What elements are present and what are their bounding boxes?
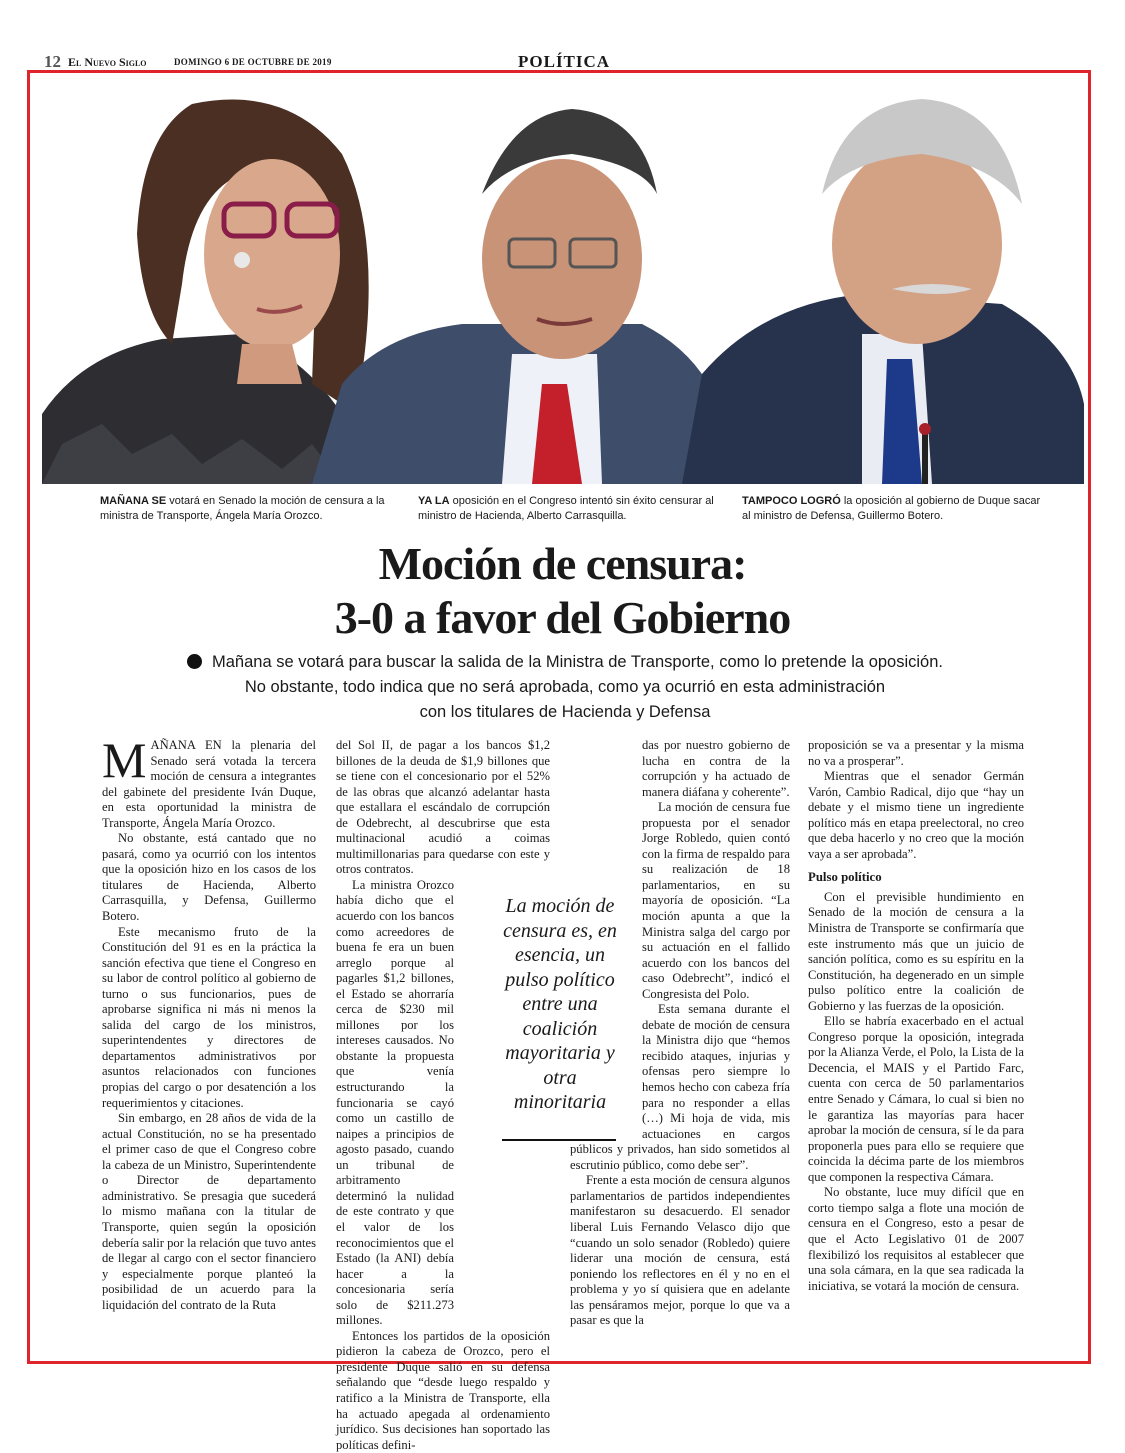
column-1 bbox=[102, 732, 316, 1350]
caption-2: YA LA oposición en el Congreso intentó sin éxito censurar al ministro de Hacienda, Alberto Carrasquilla. bbox=[418, 495, 714, 522]
paragraph: No obstante, está cantado que no pasará, como ya ocurrió con los intentos que la oposición hizo en los casos de los titulares de Hacienda, Alberto Carrasquilla, y Defensa, Guillermo Botero. bbox=[102, 831, 316, 924]
section-title: POLÍTICA bbox=[518, 52, 611, 71]
paragraph: das por nuestro gobierno de lucha en contra de la corrupción y ha actuado de manera diáfana y coherente”. bbox=[642, 738, 790, 799]
paragraph: No obstante, luce muy difícil que en corto tiempo salga a flote una moción de censura en el Congreso, esto a pesar de que el Acto Legislativo 01 de 2007 flexibilizó los requisitos al establecer que una sola cámara, en la que sea radicada la iniciativa, se votará la moción de censura. bbox=[808, 1185, 1024, 1293]
headline-line-1: Moción de censura: bbox=[378, 538, 747, 589]
newspaper-name: El Nuevo Siglo bbox=[68, 55, 147, 69]
paragraph: La moción de censura fue propuesta por el senador Jorge Robledo, quien contó con la firma de respaldo para su realización de 18 parlamentarios, en su mayoría de oposición. “La moción apunta a que la Ministra salga del cargo por su actuación en el fallido acuerdo con los bancos del caso Odebrecht”, indicó el Congresista del Polo. bbox=[642, 800, 790, 1001]
caption-1: MAÑANA SE votará en Senado la moción de censura a la ministra de Transporte, Ángela María Orozco. bbox=[100, 495, 385, 522]
subhead: Pulso político bbox=[808, 870, 882, 885]
headline-line-2: 3-0 a favor del Gobierno bbox=[334, 592, 791, 643]
photo-strip bbox=[42, 84, 1084, 484]
paragraph: Ello se habría exacerbado en el actual Congreso porque la oposición, integrada por la Alianza Verde, el Polo, la Lista de la Decencia, el MAIS y el Partido Farc, cuenta con cerca de 50 parlamentarios entre Senado y Cámara, lo cual si bien no le garantiza las mayorías para hacer aprobar la moción de censura, sí le da para proponerla pues para ello se requiere que coincida la décima parte de los miembros que componen la respectiva Cámara. bbox=[808, 1014, 1024, 1184]
paragraph: Entonces los partidos de la oposición pidieron la cabeza de Orozco, pero el presidente Duque salió en su defensa señalando que “desde luego respaldo y ratifico a la Ministra de Transporte, ella ha actuado apegada al ordenamiento jurídico. Sus decisiones han soportado las políticas defini- bbox=[336, 1328, 550, 1452]
column-4 bbox=[808, 738, 1024, 1350]
paragraph: Frente a esta moción de censura algunos parlamentarios de partidos independientes manifestaron su desacuerdo. El senador liberal Luis Fernando Velasco dijo que “cuando un solo senador (Robledo) quiere liderar una moción de censura, está poniendo los reflectores en él y no en el problema y yo sí quisiera que en adelante las pensáramos mejor, porque lo que va a pasar es que la bbox=[570, 1173, 790, 1328]
bullet-icon bbox=[187, 654, 202, 669]
caption-3: TAMPOCO LOGRÓ la oposición al gobierno de Duque sacar al ministro de Defensa, Guillermo Botero. bbox=[742, 495, 1041, 522]
paragraph: MAÑANA EN la plenaria del Senado será votada la tercera moción de censura a integrantes del gabinete del presidente Iván Duque, en esta oportunidad la ministra de Transporte, Ángela María Orozco. bbox=[102, 732, 316, 830]
paragraph: Sin embargo, en 28 años de vida de la actual Constitución, no se ha presentado el primer caso de que el Congreso cobre la cabeza de un Ministro, Superintendente o Director de departamento administrativo. Se presagia que sucederá lo mismo mañana con la titular de Transporte, quien según la oposición debería salir por la relación que tuvo antes de llegar al cargo con el sector financiero y especialmente porque planteó la posibilidad de un acuerdo para la liquidación del contrato de la Ruta bbox=[102, 1111, 316, 1312]
issue-date: DOMINGO 6 DE OCTUBRE DE 2019 bbox=[174, 57, 332, 67]
paragraph: Este mecanismo fruto de la Constitución del 91 es en la práctica la sanción efectiva que tiene el Congreso en su labor de control político al gobierno de turno o sus funcionarios, pues de aprobarse significa ni más ni menos la salida del cargo de los ministros, superintendentes y directores de departamentos administrativos por asuntos relacionados con funciones propias del cargo o por desatención a los requerimientos y citaciones. bbox=[102, 924, 316, 1110]
page-header bbox=[44, 52, 1084, 72]
paragraph: del Sol II, de pagar a los bancos $1,2 billones de la deuda de $1,9 billones que se tiene con el concesionario por el 52% de las obras que alcanzó adelantar hasta que estallara el escándalo de corrupción de Odebrecht, al descubrirse que esta multinacional acudió a coimas multimillonarias para quedarse con este y otros contratos. bbox=[336, 738, 550, 877]
deck: Mañana se votará para buscar la salida de la Ministra de Transporte, como lo pretende la oposición. No obstante, todo indica que no será aprobada, como ya ocurrió en esta administración con los titulares de Hacienda y Defensa bbox=[120, 650, 1010, 725]
paragraph: Con el previsible hundimiento en Senado de la moción de censura a la Ministra de Transporte se confirmaría que este instrumento más que un juicio de sanción política, como es su espíritu en la Constitución, ha degenerado en un simple pulso político entre la coalición de Gobierno y las fuerzas de la oposición. bbox=[808, 889, 1024, 1013]
page-number: 12 bbox=[44, 52, 61, 71]
drop-cap: M bbox=[102, 732, 147, 788]
paragraph: Mientras que el senador Germán Varón, Cambio Radical, dijo que “hay un debate y el mismo tiene un ingrediente político más en etapa preelectoral, no creo que deba hacerlo y no creo que la moción vaya a ser aprobada”. bbox=[808, 769, 1024, 861]
paragraph: La ministra Orozco había dicho que el acuerdo con los bancos como acreedores de buena fe era un buen arreglo porque al pagarles $1,2 billones, el Estado se ahorraría cerca de $230 mil millones por los intereses causados. No obstante la propuesta que venía estructurando la funcionaria se cayó como un castillo de naipes a principios de agosto pasado, cuando un tribunal de arbitramento determinó la nulidad de este contrato y que el valor de los reconocimientos que el Estado (la ANI) debía hacer a la concesionaria sería solo de $211.273 millones. bbox=[336, 877, 454, 1328]
pull-quote: La moción de censura es, en esencia, un pulso político entre una coalición mayoritaria y otra minoritaria bbox=[503, 895, 617, 1113]
paragraph: Esta semana durante el debate de moción de censura la Ministra dijo que “hemos recibido ataques, injurias y ofensas pero siempre lo hemos hecho con cabeza fría para no responder a ellas (…) Mi hoja de vida, mis actuaciones en cargos públicos y privados, han sido sometidos al escrutinio público, como debe ser”. bbox=[570, 1002, 790, 1172]
paragraph: proposición se va a presentar y la misma no va a prosperar”. bbox=[808, 738, 1024, 768]
pull-quote-rule bbox=[502, 1139, 616, 1141]
